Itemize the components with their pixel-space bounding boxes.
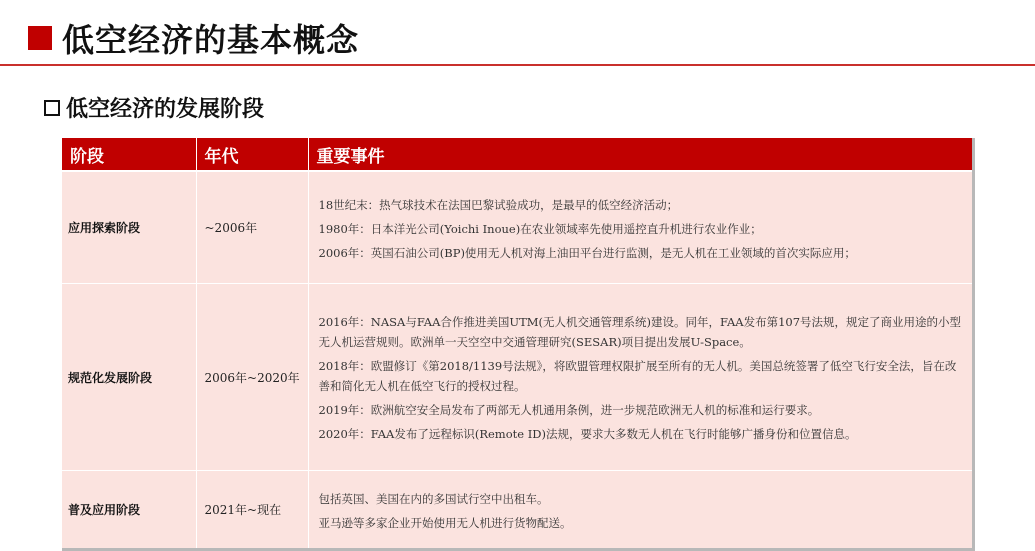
- era-cell: ~2006年: [196, 171, 308, 284]
- event-item: 2019年：欧洲航空安全局发布了两部无人机通用条例，进一步规范欧洲无人机的标准和运行要求。: [318, 403, 820, 417]
- stage-cell: 应用探索阶段: [62, 171, 196, 284]
- events-cell: [308, 171, 972, 284]
- events-cell: [308, 284, 972, 471]
- event-item: 1980年：日本洋光公司(Yoichi Inoue)在农业领域率先使用遥控直升机进行农业作业；: [318, 221, 762, 236]
- column-header-events: 重要事件: [308, 138, 972, 171]
- table-header-row: [62, 138, 972, 171]
- development-stages-table: [62, 138, 975, 551]
- table-row: [62, 471, 972, 549]
- era-cell: 2006年~2020年: [196, 284, 308, 471]
- event-item: 2016年：NASA与FAA合作推进美国UTM(无人机交通管理系统)建设。同年，FAA发布第107号法规，规定了商业用途的小型无人机运营规则。欧洲单一天空空中交通管理研究(SESAR)项目提出发展U-Space。: [318, 315, 962, 349]
- event-item: 2006年：英国石油公司(BP)使用无人机对海上油田平台进行监测，是无人机在工业领域的首次实际应用；: [318, 245, 856, 260]
- table-row: [62, 284, 972, 471]
- era-cell: 2021年~现在: [196, 471, 308, 549]
- section-subtitle: [44, 92, 264, 123]
- events-cell: [308, 471, 972, 549]
- stage-cell: 普及应用阶段: [62, 471, 196, 549]
- event-item: 2020年：FAA发布了远程标识(Remote ID)法规，要求大多数无人机在飞行时能够广播身份和位置信息。: [318, 427, 857, 441]
- stage-cell: 规范化发展阶段: [62, 284, 196, 471]
- page-title-bar: [28, 14, 359, 62]
- column-header-stage: 阶段: [62, 138, 196, 171]
- page-title: 低空经济的基本概念: [62, 21, 360, 59]
- hollow-square-icon: [44, 100, 60, 116]
- title-divider: [0, 64, 1035, 66]
- column-header-era: 年代: [196, 138, 308, 171]
- section-subtitle-text: 低空经济的发展阶段: [66, 97, 265, 122]
- event-item: 2018年：欧盟修订《第2018/1139号法规》，将欧盟管理权限扩展至所有的无人机。美国总统签署了低空飞行安全法，旨在改善和简化无人机在低空飞行的授权过程。: [318, 359, 957, 393]
- red-square-icon: [28, 26, 52, 50]
- event-item: 包括英国、美国在内的多国试行空中出租车。: [318, 491, 549, 506]
- table-row: [62, 171, 972, 284]
- event-item: 18世纪末：热气球技术在法国巴黎试验成功，是最早的低空经济活动；: [318, 197, 679, 212]
- event-item: 亚马逊等多家企业开始使用无人机进行货物配送。: [318, 515, 572, 530]
